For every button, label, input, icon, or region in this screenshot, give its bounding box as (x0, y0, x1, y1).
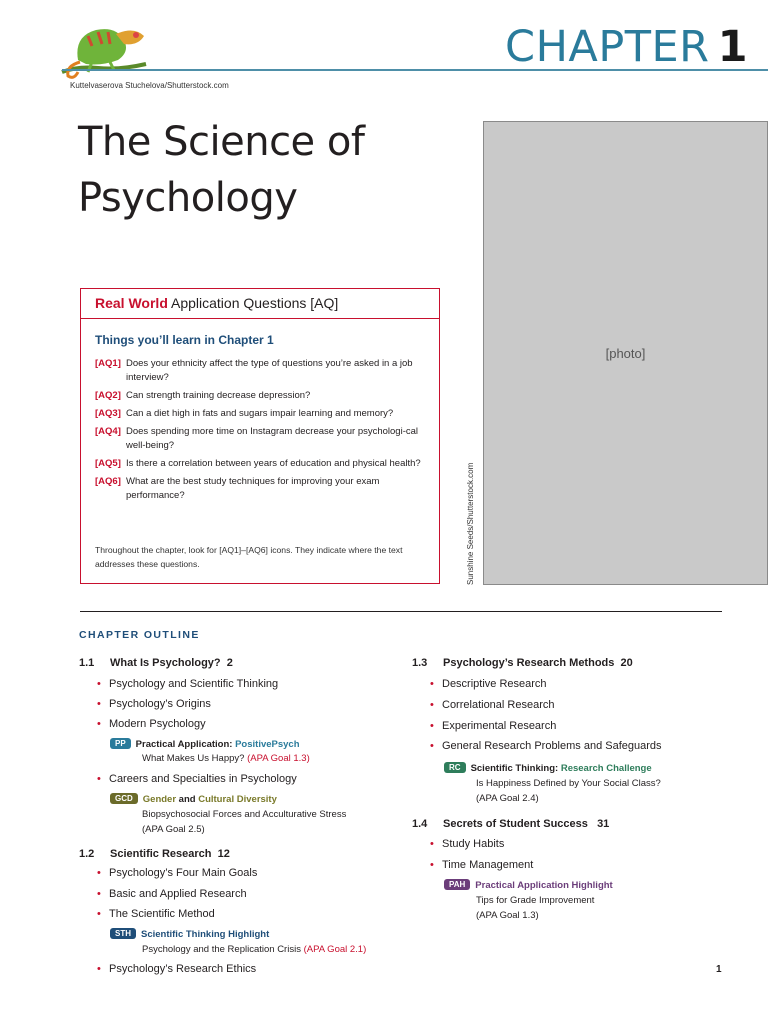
pp-name: PositivePsych (235, 739, 300, 750)
outline-item: • General Research Problems and Safeguards (430, 740, 662, 752)
aq-title-rest: Application Questions [AQ] (167, 295, 339, 311)
page-number: 1 (716, 964, 722, 975)
aq-code: [AQ5] (95, 458, 121, 469)
pah-sub: Tips for Grade Improvement (476, 895, 595, 906)
aq-text: What are the best study techniques for improving your exam performance? (126, 476, 380, 501)
aq-title-red: Real World (95, 295, 168, 311)
outline-item-label: Modern Psychology (109, 718, 206, 730)
application-questions-box (80, 288, 440, 584)
photo-label: [photo] (605, 345, 646, 361)
pah-badge: PAH (444, 879, 470, 890)
aq-header (81, 289, 439, 319)
aq-note: Throughout the chapter, look for [AQ1]–[AQ6] icons. They indicate where the text addresses these questions. (95, 545, 403, 569)
pp-sub-text: What Makes Us Happy? (142, 753, 248, 764)
outline-item: • Psychology’s Four Main Goals (97, 867, 258, 879)
rc-name: Research Challenge (560, 763, 652, 774)
rc-label: Scientific Thinking: (470, 763, 561, 774)
sth-sub-text: Psychology and the Replication Crisis (142, 944, 304, 955)
outline-item-label: Psychology’s Four Main Goals (109, 867, 258, 879)
aq-code: [AQ2] (95, 390, 121, 401)
sth-goal: (APA Goal 2.1) (303, 944, 367, 955)
aq-code: [AQ3] (95, 408, 121, 419)
aq-item (95, 357, 425, 385)
gcd-badge: GCD (110, 793, 138, 804)
gcd-sub: Biopsychosocial Forces and Acculturative Stress (142, 809, 347, 820)
aq-code: [AQ1] (95, 358, 121, 369)
aq-title (95, 295, 338, 311)
aq-item (95, 425, 425, 453)
chameleon-icon (58, 22, 150, 80)
feature-sth (110, 928, 269, 940)
aq-code: [AQ4] (95, 426, 121, 437)
pp-sub (142, 753, 310, 764)
section-title: Psychology’s Research Methods (443, 657, 615, 669)
chapter-word: CHAPTER (505, 22, 710, 72)
outline-item: • Time Management (430, 859, 534, 871)
outline-item: • Descriptive Research (430, 678, 547, 690)
aq-item (95, 457, 425, 471)
outline-item-label: Descriptive Research (442, 678, 547, 690)
gcd-goal: (APA Goal 2.5) (142, 824, 205, 835)
section-title: What Is Psychology? (110, 657, 221, 669)
aq-code: [AQ6] (95, 476, 121, 487)
outline-item: • Modern Psychology (97, 718, 206, 730)
outline-item-label: Basic and Applied Research (109, 888, 247, 900)
photo-credit-top: Kuttelvaserova Stuchelova/Shutterstock.com (70, 81, 229, 90)
outline-item: • Psychology’s Origins (97, 698, 211, 710)
gcd-word-1: Gender (142, 794, 177, 805)
section-page: 12 (217, 848, 230, 860)
outline-item: • Basic and Applied Research (97, 888, 247, 900)
aq-text: Does spending more time on Instagram decrease your psychologi-cal well-being? (126, 426, 419, 451)
section-title: Scientific Research (110, 848, 212, 860)
section-page: 31 (597, 818, 610, 830)
gcd-word-3: Cultural Diversity (198, 794, 277, 805)
section-title: Secrets of Student Success (443, 818, 588, 830)
outline-item-label: General Research Problems and Safeguards (442, 740, 662, 752)
aq-text: Does your ethnicity affect the type of questions you’re asked in a job interview? (126, 358, 413, 383)
outline-item-label: Careers and Specialties in Psychology (109, 773, 297, 785)
outline-item-label: Psychology’s Research Ethics (109, 963, 257, 975)
chapter-number: 1 (717, 22, 748, 72)
rc-goal: (APA Goal 2.4) (476, 793, 539, 804)
section-1-1 (79, 657, 233, 669)
sth-name: Scientific Thinking Highlight (141, 929, 270, 940)
pah-name: Practical Application Highlight (475, 880, 613, 891)
aq-subtitle: Things you’ll learn in Chapter 1 (95, 333, 274, 347)
outline-item-label: Study Habits (442, 838, 505, 850)
outline-item-label: The Scientific Method (109, 908, 215, 920)
aq-item (95, 475, 425, 503)
pah-goal: (APA Goal 1.3) (476, 910, 539, 921)
outline-item-label: Experimental Research (442, 720, 557, 732)
section-number: 1.2 (79, 848, 95, 860)
section-1-4 (412, 818, 609, 830)
outline-item: • The Scientific Method (97, 908, 215, 920)
outline-item-label: Correlational Research (442, 699, 555, 711)
pp-label: Practical Application: (135, 739, 236, 750)
chapter-label (505, 22, 748, 72)
title-line-2: Psychology (78, 175, 298, 221)
outline-item: • Study Habits (430, 838, 505, 850)
section-divider (80, 611, 722, 612)
section-page: 20 (620, 657, 633, 669)
outline-item: • Careers and Specialties in Psychology (97, 773, 297, 785)
feature-gcd (110, 793, 277, 805)
photo-credit-side: Sunshine Seeds/Shutterstock.com (466, 462, 475, 585)
aq-item (95, 389, 425, 403)
pp-badge: PP (110, 738, 131, 749)
outline-item: • Correlational Research (430, 699, 555, 711)
aq-text: Is there a correlation between years of education and physical health? (126, 458, 421, 469)
aq-text: Can strength training decrease depression? (126, 390, 311, 401)
feature-rc (444, 762, 652, 774)
outline-item: • Experimental Research (430, 720, 557, 732)
outline-item-label: Psychology’s Origins (109, 698, 211, 710)
gcd-word-2: and (176, 794, 199, 805)
section-number: 1.4 (412, 818, 428, 830)
chapter-title (78, 114, 364, 226)
students-photo (483, 121, 768, 585)
section-page: 2 (226, 657, 233, 669)
title-line-1: The Science of (78, 119, 365, 165)
outline-item-label: Time Management (442, 859, 534, 871)
section-1-3 (412, 657, 633, 669)
sth-sub (142, 944, 366, 955)
aq-text: Can a diet high in fats and sugars impair learning and memory? (126, 408, 394, 419)
rc-badge: RC (444, 762, 466, 773)
aq-list (95, 357, 425, 507)
aq-item (95, 407, 425, 421)
feature-pp (110, 738, 300, 750)
feature-pah (444, 879, 613, 891)
section-number: 1.1 (79, 657, 95, 669)
pp-goal: (APA Goal 1.3) (247, 753, 310, 764)
outline-item: • Psychology and Scientific Thinking (97, 678, 279, 690)
outline-heading: CHAPTER OUTLINE (79, 629, 200, 641)
outline-item-label: Psychology and Scientific Thinking (109, 678, 279, 690)
section-1-2 (79, 848, 230, 860)
sth-badge: STH (110, 928, 136, 939)
section-number: 1.3 (412, 657, 428, 669)
rc-sub: Is Happiness Defined by Your Social Class? (476, 778, 661, 789)
outline-item: • Psychology’s Research Ethics (97, 963, 257, 975)
